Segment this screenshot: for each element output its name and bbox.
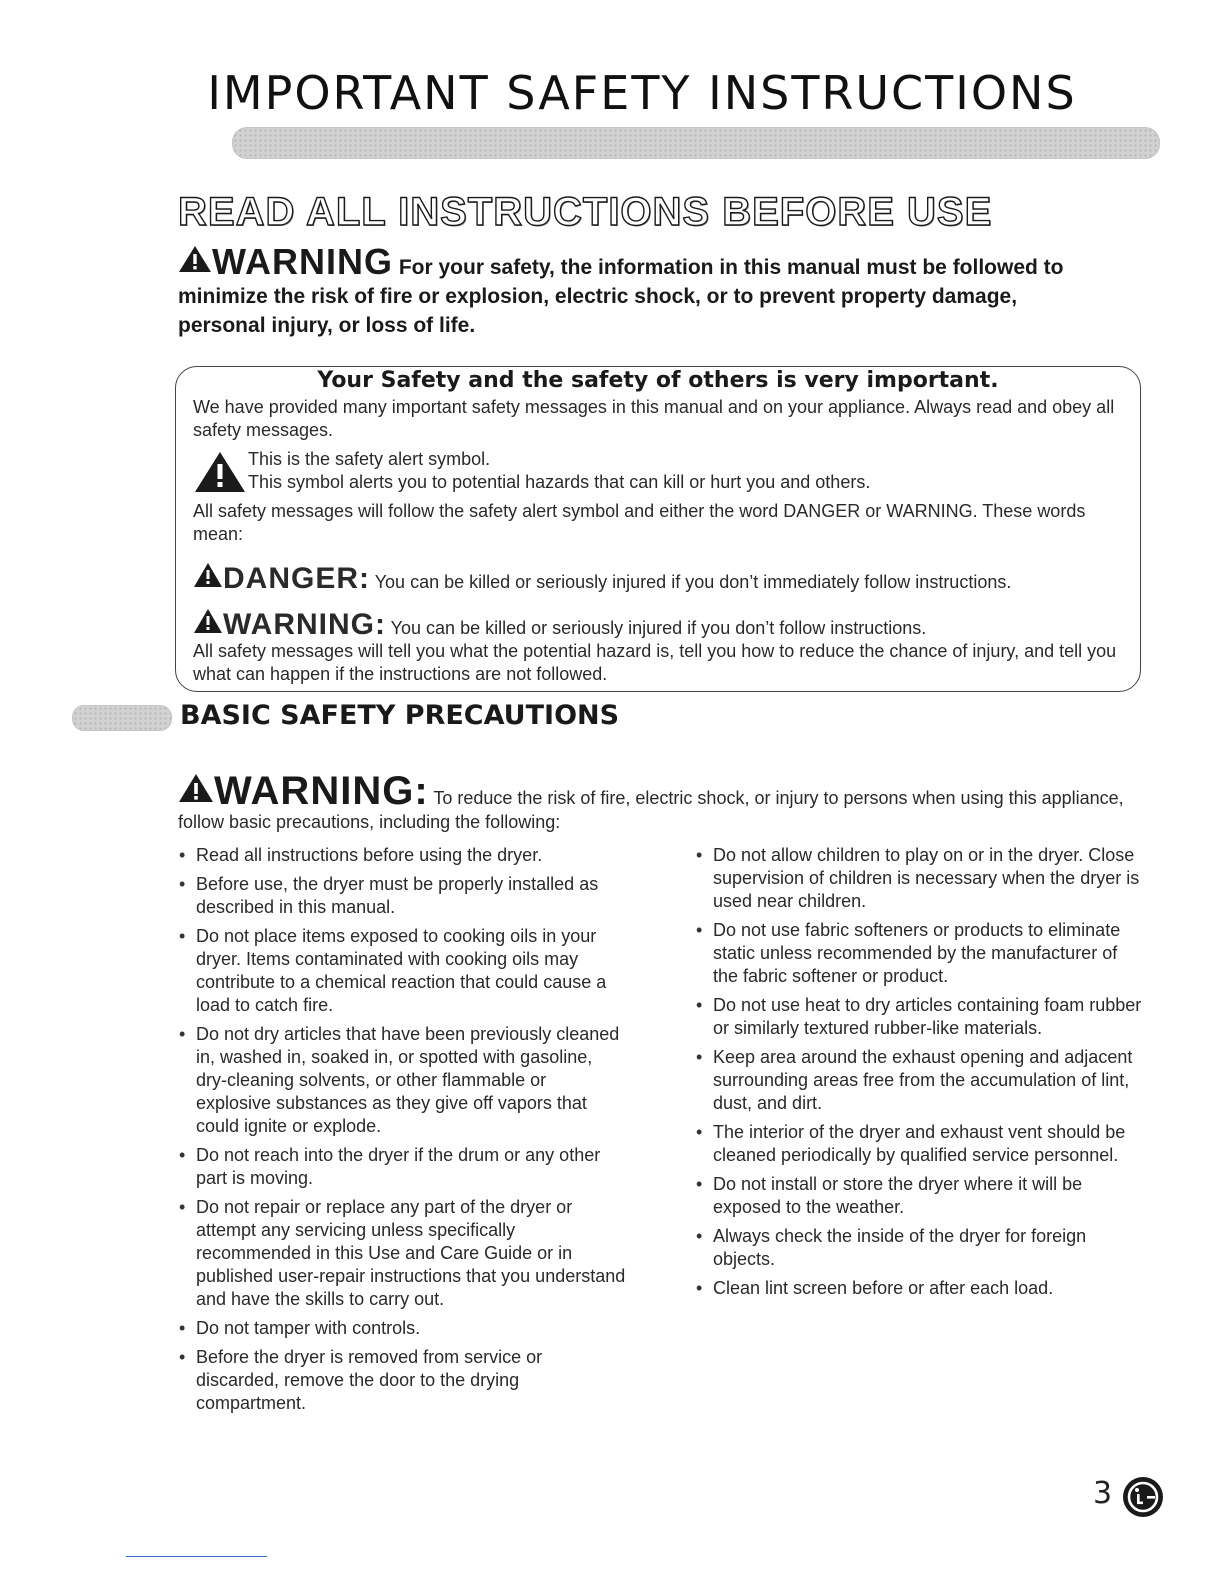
list-item: • Do not dry articles that have been previously cleaned in, washed in, soaked in, or spotted with gasoline, dry-cleaning solvents, or other flammable or explosive substances as they give off vapors that could ignite or explode. (176, 1023, 626, 1138)
danger-definition (193, 562, 1128, 594)
section-title: BASIC SAFETY PRECAUTIONS (180, 700, 620, 731)
safety-alert-symbol-icon (193, 450, 247, 494)
list-item: • Do not install or store the dryer where it will be exposed to the weather. (693, 1173, 1143, 1219)
warning-signal-word-2: WARNING: (223, 608, 386, 641)
list-item: • Do not allow children to play on or in the dryer. Close supervision of children is necessary when the dryer is used near children. (693, 844, 1143, 913)
list-item: • Do not place items exposed to cooking oils in your dryer. Items contaminated with cooking oils may contribute to a chemical reaction that could cause a load to catch fire. (176, 925, 626, 1017)
warning-intro (178, 241, 1078, 340)
list-item: • Do not reach into the dryer if the drum or any other part is moving. (176, 1144, 626, 1190)
list-item: • Do not tamper with controls. (176, 1317, 626, 1340)
safety-box-title: Your Safety and the safety of others is very important. (317, 368, 999, 393)
alert-line-2: This symbol alerts you to potential hazards that can kill or hurt you and others. (248, 472, 871, 492)
precautions-warning-text: To reduce the risk of fire, electric shock, or injury to persons when using this appliance, follow basic precautions, including the following: (178, 788, 1124, 832)
section-marker-pill (72, 705, 172, 731)
precautions-right-column (693, 844, 1143, 1306)
title-underline-bar (232, 127, 1160, 159)
list-item: • Clean lint screen before or after each load. (693, 1277, 1143, 1300)
list-item: • Keep area around the exhaust opening and adjacent surrounding areas free from the accumulation of lint, dust, and dirt. (693, 1046, 1143, 1115)
danger-alert-icon (193, 562, 223, 588)
precautions-alert-icon (178, 772, 214, 804)
list-item: • Do not repair or replace any part of the dryer or attempt any servicing unless specifically recommended in this Use and Care Guide or in published user-repair instructions that you understand and have the skills to carry out. (176, 1196, 626, 1311)
list-item: • Do not use fabric softeners or products to eliminate static unless recommended by the manufacturer of the fabric softener or product. (693, 919, 1143, 988)
page-number: 3 (1093, 1476, 1113, 1511)
warning-definition (193, 608, 1128, 640)
safety-alert-icon (178, 244, 212, 274)
read-all-heading: READ ALL INSTRUCTIONS BEFORE USE (178, 190, 993, 234)
warning-alert-icon (193, 608, 223, 634)
footer-rule (126, 1556, 267, 1557)
lg-logo-icon (1121, 1475, 1165, 1519)
danger-text: You can be killed or seriously injured if you don’t immediately follow instructions. (374, 572, 1012, 592)
list-item: • Before the dryer is removed from service or discarded, remove the door to the drying compartment. (176, 1346, 626, 1415)
alert-symbol-explanation (193, 448, 1128, 494)
danger-signal-word: DANGER: (223, 562, 370, 595)
precautions-warning (178, 769, 1138, 834)
list-item: • Do not use heat to dry articles containing foam rubber or similarly textured rubber-like materials. (693, 994, 1143, 1040)
safety-messages-explanation: All safety messages will tell you what the potential hazard is, tell you how to reduce the chance of injury, and tell you what can happen if the instructions are not followed. (193, 641, 1117, 684)
warning-signal-word: WARNING (212, 241, 393, 282)
list-item: • The interior of the dryer and exhaust vent should be cleaned periodically by qualified service personnel. (693, 1121, 1143, 1167)
list-item: • Before use, the dryer must be properly installed as described in this manual. (176, 873, 626, 919)
precautions-left-column (176, 844, 626, 1421)
signal-words-explanation: All safety messages will follow the safety alert symbol and either the word DANGER or WARNING. These words mean: (193, 501, 1086, 544)
list-item: • Read all instructions before using the dryer. (176, 844, 626, 867)
warning-definition-text: You can be killed or seriously injured if you don’t follow instructions. (390, 618, 927, 638)
alert-line-1: This is the safety alert symbol. (248, 449, 491, 469)
warning-intro-text: For your safety, the information in this manual must be followed to minimize the risk of fire or explosion, electric shock, or to prevent property damage, personal injury, or loss of life. (178, 256, 1064, 337)
precautions-signal-word: WARNING: (214, 769, 429, 813)
page-title: IMPORTANT SAFETY INSTRUCTIONS (207, 66, 1077, 120)
list-item: • Always check the inside of the dryer for foreign objects. (693, 1225, 1143, 1271)
safety-box-intro: We have provided many important safety messages in this manual and on your appliance. Always read and obey all safety messages. (193, 397, 1115, 440)
